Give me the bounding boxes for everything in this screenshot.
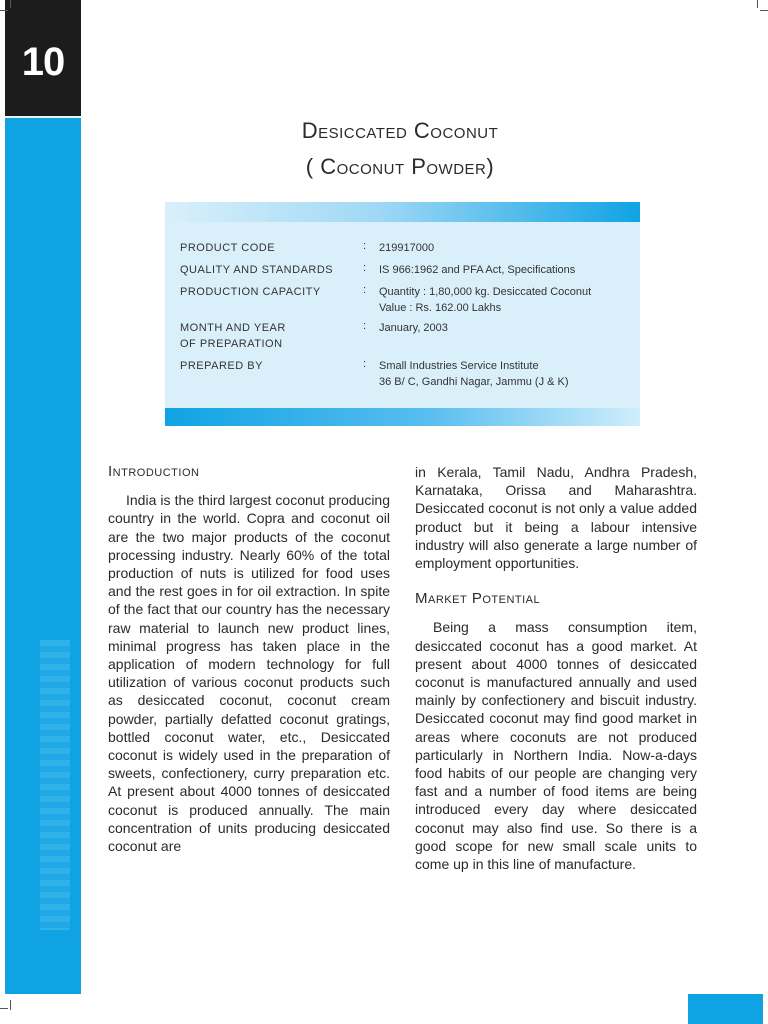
product-info-card [165, 202, 640, 426]
info-colon: : [363, 262, 367, 274]
left-column [108, 463, 390, 855]
info-colon: : [363, 320, 367, 332]
info-label: PRODUCT CODE [180, 242, 276, 254]
info-value: 219917000 [379, 242, 435, 254]
market-potential-text: Being a mass consumption item, desiccated coconut has a good market. At present about 4000 tonnes of desiccated coconut is manufactured annually and used mainly by confectionery and biscuit industry. Desiccated coconut may find good market in areas where coconuts are not produced particularly in Northern India. Now-a-days food habits of our people are changing very fast and a number of food items are being introduced every day where desiccated coconut may also find use. So there is a good scope for new small scale units to come up in this line of manufacture. [415, 619, 697, 873]
info-label: QUALITY AND STANDARDS [180, 264, 334, 276]
introduction-text: India is the third largest coconut producing country in the world. Copra and coconut oil are the two major products of the coconut processing industry. Nearly 60% of the total production of nuts is utilized for food uses and the rest goes in for oil extraction. In spite of the fact that our country has the necessary raw material to launch new product lines, minimal progress has taken place in the application of modern technology for full utilization of various coconut products such as desiccated coconut, coconut cream powder, partially defatted coconut gratings, bottled coconut water, etc., Desiccated coconut is widely used in the preparation of sweets, confectionery, curry preparation etc. At present about 4000 tonnes of desiccated coconut is produced annually. The main concentration of units producing desiccated coconut are [108, 492, 390, 855]
info-label [180, 320, 370, 352]
introduction-continued: in Kerala, Tamil Nadu, Andhra Pradesh, Karnataka, Orissa and Maharashtra. Desiccated coconut is not only a value added product but it being a labour intensive industry will also generate a large number of employment opportunities. [415, 464, 697, 572]
info-value: January, 2003 [379, 322, 448, 334]
crop-mark [0, 10, 8, 11]
info-label-line: MONTH AND YEAR [180, 322, 286, 334]
crop-mark [0, 1008, 8, 1009]
crop-mark [10, 1000, 11, 1010]
info-colon: : [363, 240, 367, 252]
right-column [415, 463, 697, 873]
chapter-badge [5, 0, 81, 116]
info-colon: : [363, 284, 367, 296]
page-corner-block [688, 994, 763, 1024]
crop-mark [757, 0, 758, 8]
info-colon: : [363, 358, 367, 370]
market-potential-heading: Market Potential [415, 590, 541, 608]
info-value [379, 284, 637, 316]
crop-mark [760, 10, 768, 11]
info-label: PREPARED BY [180, 360, 263, 372]
introduction-heading: Introduction [108, 463, 200, 480]
info-value [379, 358, 637, 390]
page-title: Desiccated Coconut [301, 118, 499, 143]
info-label: PRODUCTION CAPACITY [180, 286, 321, 298]
crop-mark [10, 0, 11, 8]
card-top-band [165, 202, 640, 222]
chapter-number: 10 [21, 40, 65, 84]
page-subtitle: ( Coconut Powder) [305, 154, 495, 179]
chapter-rule [5, 116, 81, 118]
info-label-line: OF PREPARATION [180, 338, 283, 350]
info-value: IS 966:1962 and PFA Act, Specifications [379, 264, 576, 276]
card-bottom-band [165, 408, 640, 426]
info-value-line: Small Industries Service Institute [379, 360, 539, 372]
info-value-line: Quantity : 1,80,000 kg. Desiccated Coconut [379, 286, 592, 298]
info-value-line: Value : Rs. 162.00 Lakhs [379, 302, 502, 314]
sidebar-decoration [40, 640, 70, 930]
info-value-line: 36 B/ C, Gandhi Nagar, Jammu (J & K) [379, 376, 569, 388]
